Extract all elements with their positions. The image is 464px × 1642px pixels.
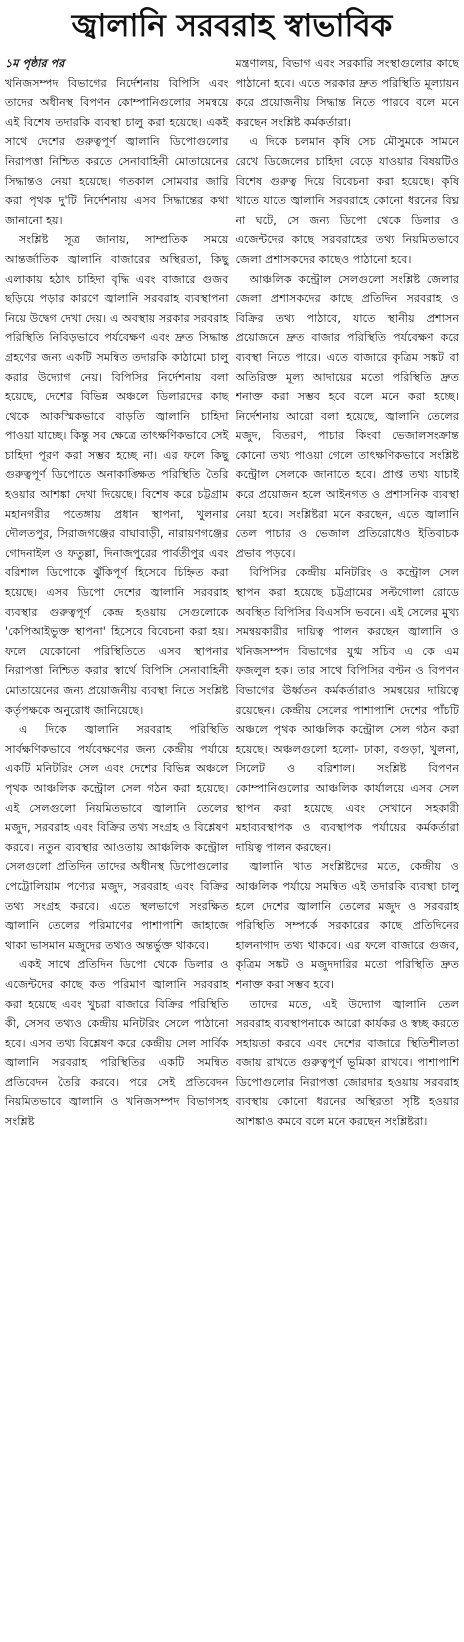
paragraph: বিপিসির কেন্দ্রীয় মনিটরিং ও কন্ট্রোল সেল স্থাপন করা হয়েছে চট্টগ্রামের সল্টগোলা রোডে অবস্থিত বিপিসির বিএসসি ভবনে। এই সেলের মুখ্য সমন্বয়কারীর দায়িত্ব পালন করছেন জ্বালানি ও খনিজসম্পদ বিভাগের যুগ্ম সচিব এ কে এম ফজলুল হক। তার সাথে বিপিসির বণ্টন ও বিপণন বিভাগের ঊর্ধ্বতন কর্মকর্তারাও সমন্বয়ের দায়িত্বে রয়েছেন। কেন্দ্রীয় সেলের পাশাপাশি দেশের পাঁচটি অঞ্চলে পৃথক আঞ্চলিক কন্ট্রোল সেল গঠন করা হয়েছে। অঞ্চলগুলো হলো- ঢাকা, বগুড়া, খুলনা, সিলেট ও বরিশাল। সংশ্লিষ্ট বিপণন কোম্পানিগুলোর আঞ্চলিক কার্যালয়ে এসব সেল স্থাপন করা হয়েছে এবং সেখানে সহকারী মহাব্যবস্থাপক ও ব্যবস্থাপক পর্যায়ের কর্মকর্তারা দায়িত্ব পালন করছেন।	[235, 566, 459, 854]
paragraph: এ দিকে চলমান কৃষি সেচ মৌসুমকে সামনে রেখে ডিজেলের চাহিদা বেড়ে যাওয়ার বিষয়টিও বিশেষ গুরুত্ব দিয়ে বিবেচনা করা হয়েছে। কৃষি খাতে যাতে জ্বালানি সরবরাহে কোনো ধরনের বিঘ্ন না ঘটে, সে জন্য ডিপো থেকে ডিলার ও এজেন্টদের কাছে সরবরাহের তথ্য নিয়মিতভাবে জেলা প্রশাসকদের কাছেও পাঠানো হবে।	[235, 135, 459, 266]
paragraph: তাদের মতে, এই উদ্যোগ জ্বালানি তেল সরবরাহ ব্যবস্থাপনাকে আরো কার্যকর ও স্বচ্ছ করতে সহায়তা করবে এবং দেশের বাজারে স্থিতিশীলতা বজায় রাখতে গুরুত্বপূর্ণ ভূমিকা রাখবে। পাশাপাশি ডিপোগুলোর নিরাপত্তা জোরদার হওয়ায় সরবরাহ ব্যবস্থায় কোনো ধরনের অস্থিরতা সৃষ্টি হওয়ার আশঙ্কাও কমবে বলে মনে করছেন সংশ্লিষ্টরা।	[235, 997, 459, 1129]
headline: জ্বালানি সরবরাহ স্বাভাবিক	[71, 8, 393, 44]
paragraph: আঞ্চলিক কন্ট্রোল সেলগুলো সংশ্লিষ্ট জেলার জেলা প্রশাসকদের কাছে প্রতিদিন সরবরাহ ও বিক্রির তথ্য পাঠাবে, যাতে স্থানীয় প্রশাসন প্রয়োজনে দ্রুত বাজার পরিস্থিতি পর্যবেক্ষণ করে ব্যবস্থা নিতে পারে। এতে বাজারে কৃত্রিম সঙ্কট বা অতিরিক্ত মূল্য আদায়ের মতো পরিস্থিতি দ্রুত শনাক্ত করা সম্ভব হবে বলে মনে করা হচ্ছে। নির্দেশনায় আরো বলা হয়েছে, জ্বালানি তেলের মজুদ, বিতরণ, পাচার কিংবা ভেজালসংক্রান্ত কোনো তথ্য পাওয়া গেলে তাৎক্ষণিকভাবে সংশ্লিষ্ট কন্ট্রোল সেলকে জানাতে হবে। প্রাপ্ত তথ্য যাচাই করে প্রয়োজন হলে আইনগত ও প্রশাসনিক ব্যবস্থা নেয়া হবে। সংশ্লিষ্টরা মনে করছেন, এতে জ্বালানি তেল পাচার ও ভেজাল প্রতিরোধেও ইতিবাচক প্রভাব পড়বে।	[235, 272, 459, 560]
right-column	[236, 54, 460, 1634]
paragraph: এ দিকে জ্বালানি সরবরাহ পরিস্থিতি সার্বক্ষণিকভাবে পর্যবেক্ষণের জন্য কেন্দ্রীয় পর্যায়ে একটি মনিটরিং সেল এবং দেশের বিভিন্ন অঞ্চলে পৃথক আঞ্চলিক কন্ট্রোল সেল গঠন করা হয়েছে। এই সেলগুলো নিয়মিতভাবে জ্বালানি তেলের মজুদ, সরবরাহ এবং বিক্রির তথ্য সংগ্রহ ও বিশ্লেষণ করবে। নতুন ব্যবস্থার আওতায় আঞ্চলিক কন্ট্রোল সেলগুলো প্রতিদিন তাদের অধীনস্থ ডিপোগুলোর পেট্রোলিয়াম পণ্যের মজুদ, সরবরাহ এবং বিক্রির তথ্য সংগ্রহ করবে। এতে স্থলভাগে সংরক্ষিত জ্বালানি তেলের পরিমাণের পাশাপাশি জাহাজে থাকা ভাসমান মজুদের তথ্যও অন্তর্ভুক্ত থাকবে।	[5, 723, 229, 952]
article-body	[5, 54, 459, 1634]
paragraph: একই সাথে প্রতিদিন ডিপো থেকে ডিলার ও এজেন্টদের কাছে কত পরিমাণ জ্বালানি সরবরাহ করা হয়েছে এবং খুচরা বাজারে বিক্রির পরিস্থিতি কী, সেসব তথ্যও কেন্দ্রীয় মনিটরিং সেলে পাঠানো হবে। এসব তথ্য বিশ্লেষণ করে কেন্দ্রীয় সেল সার্বিক জ্বালানি সরবরাহ পরিস্থিতির একটি সমন্বিত প্রতিবেদন তৈরি করবে। পরে সেই প্রতিবেদন নিয়মিতভাবে জ্বালানি ও খনিজসম্পদ বিভাগসহ সংশ্লিষ্ট	[5, 958, 229, 1129]
paragraph: সংশ্লিষ্ট সূত্র জানায়, সাম্প্রতিক সময়ে আন্তর্জাতিক জ্বালানি বাজারের অস্থিরতা, কিছু এলাকায় হঠাৎ চাহিদা বৃদ্ধি এবং বাজারে গুজব ছড়িয়ে পড়ার কারণে জ্বালানি সরবরাহ ব্যবস্থাপনা নিয়ে উদ্বেগ দেখা দেয়। এ অবস্থায় সরকার সরবরাহ পরিস্থিতি নিবিড়ভাবে পর্যবেক্ষণ এবং দ্রুত সিদ্ধান্ত গ্রহণের জন্য একটি সমন্বিত তদারকি কাঠামো চালু করার উদ্যোগ নেয়। বিপিসির নির্দেশনায় বলা হয়েছে, দেশের বিভিন্ন অঞ্চলে ডিলারদের কাছ থেকে আকস্মিকভাবে বাড়তি জ্বালানি চাহিদা পাওয়া যাচ্ছে। কিন্তু সব ক্ষেত্রে তাৎক্ষণিকভাবে সেই চাহিদা পূরণ করা সম্ভব হচ্ছে না। এর ফলে কিছু গুরুত্বপূর্ণ ডিপোতে অনাকাঙ্ক্ষিত পরিস্থিতি তৈরি হওয়ার আশঙ্কা দেখা দিয়েছে। বিশেষ করে চট্টগ্রাম মহানগরীর পতেঙ্গায় প্রধান স্থাপনা, খুলনার দৌলতপুর, সিরাজগঞ্জের বাঘাবাড়ী, নারায়ণগঞ্জের গোদনাইল ও ফতুল্লা, দিনাজপুরের পার্বতীপুর এবং বরিশাল ডিপোকে ঝুঁকিপূর্ণ হিসেবে চিহ্নিত করা হয়েছে। এসব ডিপো দেশের জ্বালানি সরবরাহ ব্যবস্থার গুরুত্বপূর্ণ কেন্দ্র হওয়ায় সেগুলোকে 'কেপিআইভুক্ত স্থাপনা' হিসেবে বিবেচনা করা হয়। ফলে যেকোনো পরিস্থিতিতে এসব স্থাপনার নিরাপত্তা নিশ্চিত করার স্বার্থে বিপিসি সেনাবাহিনী মোতায়েনের জন্য প্রয়োজনীয় ব্যবস্থা নিতে সংশ্লিষ্ট কর্তৃপক্ষকে অনুরোধ জানিয়েছে।	[5, 233, 229, 717]
left-column	[5, 54, 229, 1634]
continued-from-label: ১ম পৃষ্ঠার পর	[5, 57, 65, 70]
paragraph: জ্বালানি খাত সংশ্লিষ্টদের মতে, কেন্দ্রীয় ও আঞ্চলিক পর্যায়ে সমন্বিত এই তদারকি ব্যবস্থা চালু হলে দেশের জ্বালানি তেলের মজুদ ও সরবরাহ পরিস্থিতি সম্পর্কে সরকারের কাছে প্রতিদিনের হালনাগাদ তথ্য থাকবে। এর ফলে বাজারে গুজব, কৃত্রিম সঙ্কট ও মজুদদারির মতো পরিস্থিতি দ্রুত শনাক্ত করা সম্ভব হবে।	[235, 860, 459, 991]
paragraph: খনিজসম্পদ বিভাগের নির্দেশনায় বিপিসি এবং তাদের অধীনস্থ বিপণন কোম্পানিগুলোর সমন্বয়ে এই বিশেষ তদারকি ব্যবস্থা চালু করা হয়েছে। একই সাথে দেশের গুরুত্বপূর্ণ জ্বালানি ডিপোগুলোর নিরাপত্তা নিশ্চিত করতে সেনাবাহিনী মোতায়েনের সিদ্ধান্তও নেয়া হয়েছে। গতকাল সোমবার জারি করা পৃথক দু'টি নির্দেশনায় এসব সিদ্ধান্তের কথা জানানো হয়।	[5, 76, 229, 227]
paragraph: মন্ত্রণালয়, বিভাগ এবং সরকারি সংস্থাগুলোর কাছে পাঠানো হবে। এতে সরকার দ্রুত পরিস্থিতি মূল্যায়ন করে প্রয়োজনীয় সিদ্ধান্ত নিতে পারবে বলে মনে করছেন সংশ্লিষ্ট কর্মকর্তারা।	[235, 57, 459, 129]
